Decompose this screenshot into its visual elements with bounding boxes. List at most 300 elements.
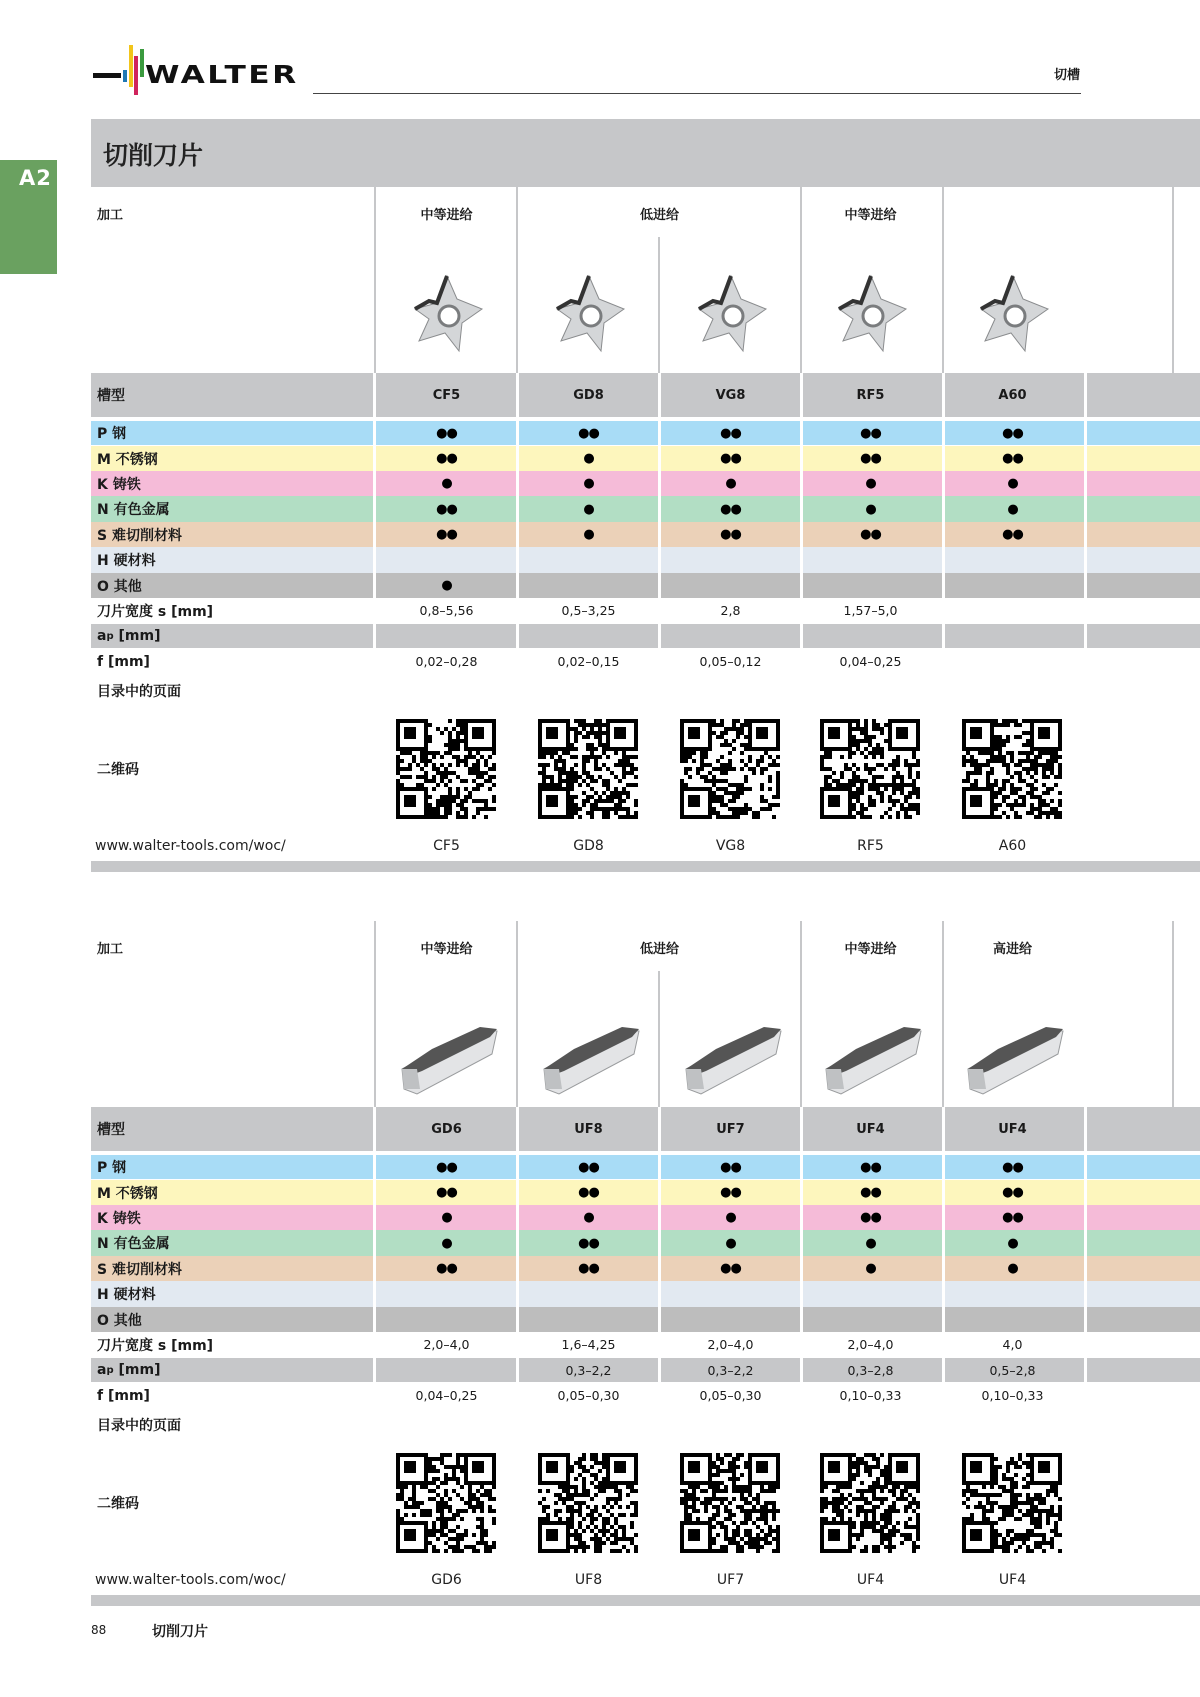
suitability-dots [942, 547, 1083, 573]
cell-value: 0,3–2,8 [847, 1362, 894, 1378]
cell-separator [800, 522, 803, 547]
cell-separator [516, 1358, 519, 1382]
cell-value: 0,05–0,30 [699, 1388, 762, 1403]
row-K [91, 1205, 1200, 1230]
insert-image [958, 1009, 1068, 1103]
column-divider [658, 237, 660, 373]
row-label: K 铸铁 [97, 1210, 141, 1227]
suitability-dots [800, 1281, 941, 1307]
logo-bar-red [134, 56, 138, 95]
cell-separator [942, 1180, 945, 1205]
cell-separator [800, 573, 803, 598]
cell-separator [516, 1180, 519, 1205]
cell-value: 1,57–5,0 [843, 603, 898, 618]
row-M [91, 446, 1200, 471]
column-divider [1172, 187, 1174, 373]
suitability-dots: ●● [720, 501, 741, 517]
cell-separator [373, 471, 376, 496]
cell-separator [942, 1256, 945, 1281]
cell-separator [373, 547, 376, 573]
row-f [91, 649, 1200, 674]
ap-subscript: p [106, 630, 114, 642]
machining-label: 加工 [97, 207, 124, 223]
suitability-dots [942, 1307, 1083, 1332]
cell-separator [800, 1307, 803, 1332]
cell-separator [1084, 1230, 1087, 1256]
row-label: O 其他 [97, 1312, 142, 1329]
insert-image [831, 271, 911, 365]
cell-separator [1084, 1155, 1087, 1179]
logo-dash [93, 73, 121, 78]
qr-code-caption: GD6 [431, 1572, 462, 1588]
cell-value: UF4 [856, 1121, 885, 1137]
suitability-dots: ● [441, 1210, 452, 1225]
suitability-dots: ●● [1002, 425, 1023, 441]
suitability-dots: ●● [1002, 1210, 1023, 1225]
suitability-dots [800, 573, 941, 598]
ap-unit: [mm] [113, 1362, 161, 1378]
cell-separator [658, 1230, 661, 1256]
cell-value: 0,02–0,15 [557, 654, 620, 669]
insert-image [534, 1009, 644, 1103]
row-O [91, 1307, 1200, 1332]
row-label: K 铸铁 [97, 476, 141, 493]
cell-value: 2,8 [720, 603, 741, 618]
qr-code-caption: VG8 [715, 838, 746, 854]
cell-separator [800, 1281, 803, 1307]
cell-separator [516, 1205, 519, 1230]
cell-separator [800, 624, 803, 648]
cell-separator [942, 496, 945, 522]
cell-separator [373, 1230, 376, 1256]
ap-symbol: a [97, 628, 107, 644]
suitability-dots: ●● [720, 425, 741, 441]
row-P [91, 1155, 1200, 1179]
cell-separator [373, 1180, 376, 1205]
insert-image [816, 1009, 926, 1103]
cell-separator [516, 1155, 519, 1179]
cell-separator [800, 547, 803, 573]
cell-separator [373, 421, 376, 445]
cell-value: 0,3–2,2 [565, 1362, 612, 1378]
cell-separator [800, 496, 803, 522]
feed-group-label: 低进给 [639, 208, 679, 223]
cell-separator [1084, 1256, 1087, 1281]
suitability-dots: ● [865, 1235, 876, 1251]
cell-separator [516, 421, 519, 445]
suitability-dots [518, 1281, 659, 1307]
cell-separator [373, 573, 376, 598]
suitability-dots: ●● [860, 451, 881, 466]
suitability-dots: ● [441, 476, 452, 491]
cell-separator [516, 446, 519, 471]
suitability-dots [660, 1307, 801, 1332]
cell-separator [658, 446, 661, 471]
suitability-dots: ●● [720, 1261, 741, 1276]
cell-separator [373, 446, 376, 471]
suitability-dots: ● [865, 1261, 876, 1276]
table-end-bar [91, 861, 1200, 872]
insert-image [549, 271, 629, 365]
cell-separator [1084, 471, 1087, 496]
row-f [91, 1383, 1200, 1408]
cell-separator [516, 573, 519, 598]
row-label [97, 1358, 160, 1382]
qr-code[interactable] [396, 719, 496, 819]
cell-value: 0,04–0,25 [839, 654, 902, 669]
suitability-dots: ●● [436, 425, 457, 441]
qr-code[interactable] [962, 719, 1062, 819]
cell-separator [942, 547, 945, 573]
row-label: H 硬材料 [97, 553, 156, 569]
cell-separator [942, 1155, 945, 1179]
cell-separator [373, 1205, 376, 1230]
insert-image [973, 271, 1053, 365]
ap-subscript: p [106, 1364, 114, 1376]
row-width [91, 1332, 1200, 1357]
cell-separator [658, 1107, 661, 1151]
row-label: H 硬材料 [97, 1287, 156, 1303]
suitability-dots: ●● [578, 1185, 599, 1200]
qr-code[interactable] [820, 719, 920, 819]
cell-separator [658, 421, 661, 445]
suitability-dots: ● [441, 578, 452, 593]
cell-value: 2,0–4,0 [423, 1337, 470, 1352]
cell-separator [373, 1155, 376, 1179]
cell-value: 0,02–0,28 [415, 654, 478, 669]
cell-value: 0,3–2,2 [707, 1362, 754, 1378]
cell-value: 0,5–3,25 [561, 603, 616, 618]
qr-code-caption: UF4 [998, 1572, 1027, 1588]
suitability-dots: ●● [436, 1159, 457, 1175]
suitability-dots [518, 1307, 659, 1332]
suitability-dots: ●● [860, 1185, 881, 1200]
cell-separator [1084, 373, 1087, 417]
suitability-dots [376, 547, 517, 573]
qr-code-caption: GD8 [573, 838, 604, 854]
cell-separator [658, 547, 661, 573]
suitability-dots: ●● [860, 527, 881, 542]
suitability-dots: ●● [436, 501, 457, 517]
walter-logo [93, 44, 299, 96]
cell-separator [800, 1107, 803, 1151]
logo-bar-yellow [129, 45, 133, 87]
suitability-dots [376, 1307, 517, 1332]
feed-group-label: 高进给 [992, 942, 1032, 957]
cell-separator [1084, 421, 1087, 445]
suitability-dots: ●● [436, 451, 457, 466]
ap-unit: [mm] [113, 628, 161, 644]
suitability-dots [800, 547, 941, 573]
cell-value: 0,8–5,56 [419, 603, 474, 618]
cell-separator [942, 1358, 945, 1382]
woc-url[interactable]: www.walter-tools.com/woc/ [95, 838, 286, 854]
suitability-dots: ● [583, 527, 594, 542]
cell-separator [1084, 573, 1087, 598]
cell-separator [658, 373, 661, 417]
row-label: 刀片宽度 s [mm] [97, 603, 214, 620]
cell-separator [373, 624, 376, 648]
row-ap [91, 1358, 1200, 1382]
cell-separator [658, 1180, 661, 1205]
qr-code-caption: UF4 [856, 1572, 885, 1588]
cell-value: UF4 [998, 1121, 1027, 1137]
cell-value [942, 624, 1083, 648]
cell-separator [1084, 1180, 1087, 1205]
cell-value: 0,5–2,8 [989, 1362, 1036, 1378]
cell-separator [800, 421, 803, 445]
cell-value: 0,04–0,25 [415, 1388, 478, 1403]
row-label: f [mm] [97, 1387, 150, 1404]
cell-separator [516, 1107, 519, 1151]
suitability-dots: ●● [578, 1235, 599, 1251]
suitability-dots: ● [583, 476, 594, 491]
cell-separator [658, 1307, 661, 1332]
row-label: O 其他 [97, 578, 142, 595]
cell-separator [516, 471, 519, 496]
woc-url[interactable]: www.walter-tools.com/woc/ [95, 1572, 286, 1588]
row-O [91, 573, 1200, 598]
feed-group-label: 低进给 [639, 942, 679, 957]
cell-separator [1084, 1307, 1087, 1332]
cell-separator [516, 496, 519, 522]
insert-table-2 [91, 921, 1200, 1611]
row-H [91, 1281, 1200, 1307]
cell-separator [800, 1358, 803, 1382]
row-K [91, 471, 1200, 496]
cell-separator [658, 522, 661, 547]
cell-value: 0,05–0,30 [557, 1388, 620, 1403]
cell-separator [658, 1256, 661, 1281]
suitability-dots: ●● [860, 425, 881, 441]
qr-code[interactable] [962, 1453, 1062, 1553]
cell-separator [1084, 446, 1087, 471]
cell-separator [942, 624, 945, 648]
insert-image [676, 1009, 786, 1103]
footer-title: 切削刀片 [152, 1624, 208, 1640]
suitability-dots: ●● [720, 451, 741, 466]
cell-separator [1084, 1281, 1087, 1307]
cell-separator [373, 1256, 376, 1281]
suitability-dots: ●● [860, 1159, 881, 1175]
column-divider [1172, 921, 1174, 1107]
qr-code-caption: CF5 [433, 838, 460, 854]
suitability-dots: ●● [720, 527, 741, 542]
row-label: f [mm] [97, 653, 150, 670]
cell-separator [658, 1281, 661, 1307]
cell-value: GD8 [573, 387, 604, 403]
cell-value [800, 624, 941, 648]
insert-table-1 [91, 187, 1200, 877]
page-title-band [91, 119, 1200, 187]
suitability-dots: ● [725, 476, 736, 491]
suitability-dots: ●● [436, 1185, 457, 1200]
cell-separator [800, 1180, 803, 1205]
cell-separator [942, 1281, 945, 1307]
row-N [91, 496, 1200, 522]
row-label: N 有色金属 [97, 502, 170, 518]
cell-separator [658, 1205, 661, 1230]
cell-separator [658, 573, 661, 598]
insert-image [392, 1009, 502, 1103]
cell-value: A60 [998, 387, 1027, 403]
suitability-dots: ● [1007, 1235, 1018, 1251]
table-end-bar [91, 1595, 1200, 1606]
column-divider [942, 187, 944, 373]
cell-separator [658, 1358, 661, 1382]
brand-name: WALTER [145, 60, 299, 89]
logo-bar-blue [123, 70, 127, 82]
suitability-dots: ●● [436, 527, 457, 542]
cell-separator [516, 1307, 519, 1332]
qr-code-caption: A60 [998, 838, 1027, 854]
cell-separator [516, 373, 519, 417]
row-label: S 难切削材料 [97, 1261, 182, 1278]
row-groove [91, 1107, 1200, 1151]
qr-code-caption: UF7 [716, 1572, 745, 1588]
qr-code[interactable] [538, 719, 638, 819]
cell-separator [942, 1107, 945, 1151]
suitability-dots: ●● [1002, 1159, 1023, 1175]
row-label: M 不锈钢 [97, 451, 158, 468]
suitability-dots [800, 1307, 941, 1332]
cell-separator [373, 1281, 376, 1307]
cell-value [518, 624, 659, 648]
cell-separator [516, 547, 519, 573]
cell-separator [800, 1256, 803, 1281]
cell-separator [1084, 624, 1087, 648]
column-divider [658, 971, 660, 1107]
suitability-dots: ● [583, 501, 594, 517]
suitability-dots: ● [583, 1210, 594, 1225]
cell-value: CF5 [432, 387, 461, 403]
qr-code[interactable] [680, 1453, 780, 1553]
cell-value: RF5 [856, 387, 885, 403]
cell-value [942, 598, 1083, 623]
page-number: 88 [91, 1623, 107, 1637]
qr-code-caption: RF5 [857, 838, 884, 854]
qr-code[interactable] [820, 1453, 920, 1553]
qr-code[interactable] [680, 719, 780, 819]
suitability-dots: ● [1007, 501, 1018, 517]
qr-label: 二维码 [97, 762, 139, 778]
row-label: M 不锈钢 [97, 1185, 158, 1202]
row-label: 槽型 [97, 1122, 125, 1138]
suitability-dots [942, 1281, 1083, 1307]
cell-value: 0,10–0,33 [839, 1388, 902, 1403]
cell-separator [800, 1205, 803, 1230]
header-rule [313, 93, 1081, 94]
cell-separator [373, 496, 376, 522]
feed-group-label: 中等进给 [844, 942, 897, 957]
suitability-dots: ●● [436, 1261, 457, 1276]
suitability-dots: ●● [1002, 527, 1023, 542]
cell-separator [942, 1307, 945, 1332]
cell-value: 0,05–0,12 [699, 654, 762, 669]
row-groove [91, 373, 1200, 417]
cell-separator [373, 1107, 376, 1151]
row-H [91, 547, 1200, 573]
cell-separator [800, 1230, 803, 1256]
ap-symbol: a [97, 1362, 107, 1378]
row-N [91, 1230, 1200, 1256]
qr-code[interactable] [396, 1453, 496, 1553]
suitability-dots: ●● [860, 1210, 881, 1225]
cell-separator [1084, 547, 1087, 573]
cell-separator [800, 1155, 803, 1179]
qr-code[interactable] [538, 1453, 638, 1553]
suitability-dots: ● [441, 1235, 452, 1251]
cell-value [376, 1358, 517, 1382]
machining-label: 加工 [97, 941, 124, 957]
cell-separator [373, 1358, 376, 1382]
cell-separator [942, 471, 945, 496]
feed-group-label: 中等进给 [844, 208, 897, 223]
catalog-page-label: 目录中的页面 [97, 684, 181, 700]
cell-separator [800, 471, 803, 496]
cell-separator [1084, 522, 1087, 547]
cell-value: 2,0–4,0 [707, 1337, 754, 1352]
cell-separator [942, 573, 945, 598]
insert-image [407, 271, 487, 365]
cell-separator [942, 446, 945, 471]
suitability-dots: ●● [578, 1261, 599, 1276]
row-label: S 难切削材料 [97, 527, 182, 544]
cell-separator [1084, 1107, 1087, 1151]
suitability-dots: ● [865, 476, 876, 491]
suitability-dots: ● [725, 1210, 736, 1225]
cell-value: VG8 [715, 387, 746, 403]
cell-separator [516, 1281, 519, 1307]
cell-value: 1,6–4,25 [561, 1337, 616, 1352]
cell-separator [516, 624, 519, 648]
row-width [91, 598, 1200, 623]
cell-value [942, 649, 1083, 674]
cell-value [376, 624, 517, 648]
suitability-dots [660, 1281, 801, 1307]
suitability-dots: ●● [720, 1185, 741, 1200]
feed-group-label: 中等进给 [420, 208, 473, 223]
row-S [91, 522, 1200, 547]
suitability-dots: ●● [1002, 1185, 1023, 1200]
row-label: 刀片宽度 s [mm] [97, 1337, 214, 1354]
suitability-dots: ●● [578, 425, 599, 441]
section-title: 切槽 [1053, 68, 1080, 83]
suitability-dots: ● [1007, 1261, 1018, 1276]
cell-separator [658, 1155, 661, 1179]
cell-value: GD6 [431, 1121, 462, 1137]
suitability-dots: ●● [1002, 451, 1023, 466]
cell-separator [942, 421, 945, 445]
cell-separator [942, 1205, 945, 1230]
row-label: 槽型 [97, 388, 125, 404]
row-label [97, 624, 160, 648]
suitability-dots [518, 547, 659, 573]
suitability-dots: ● [1007, 476, 1018, 491]
cell-value: UF7 [716, 1121, 745, 1137]
cell-separator [373, 373, 376, 417]
suitability-dots: ● [725, 1235, 736, 1251]
cell-separator [942, 373, 945, 417]
cell-separator [800, 373, 803, 417]
cell-value [660, 624, 801, 648]
suitability-dots [376, 1281, 517, 1307]
qr-label: 二维码 [97, 1496, 139, 1512]
cell-separator [658, 496, 661, 522]
cell-separator [1084, 1358, 1087, 1382]
chapter-tab [0, 160, 57, 274]
row-label: P 钢 [97, 426, 127, 442]
